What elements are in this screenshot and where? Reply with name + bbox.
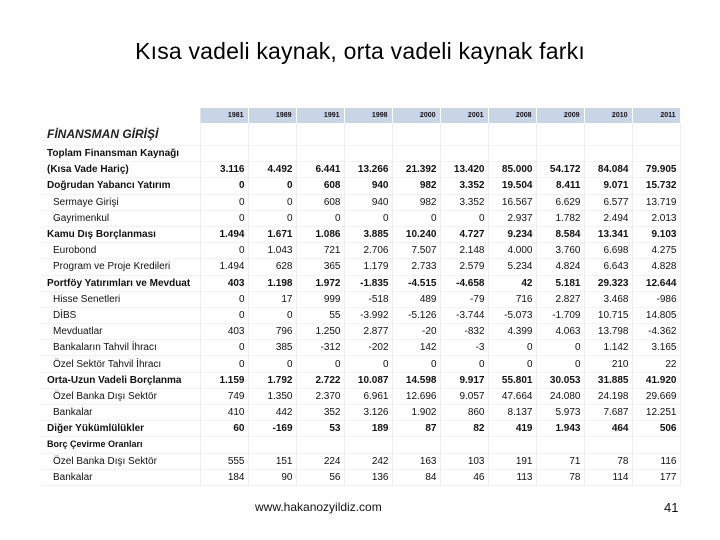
table-row [42,469,680,485]
row-value: 3.126 [344,405,392,421]
row-value: 796 [248,324,296,340]
row-value: 224 [296,453,344,469]
row-value: 352 [296,405,344,421]
row-value: 2.494 [584,210,632,226]
row-value: 982 [392,178,440,194]
table-row [42,372,680,388]
year-header-1991: 1991 [296,108,344,123]
row-value: 2.877 [344,324,392,340]
row-value: 1.792 [248,372,296,388]
row-value [392,146,440,162]
row-value: 442 [248,405,296,421]
row-value: 12.644 [632,275,680,291]
row-value: 54.172 [536,162,584,178]
row-value: 2.733 [392,259,440,275]
row-label: Bankalar [42,469,200,485]
row-value: 419 [488,421,536,437]
row-value: 1.086 [296,226,344,242]
row-value: 55 [296,307,344,323]
row-value: 3.760 [536,243,584,259]
table-row [42,324,680,340]
row-value: 41.920 [632,372,680,388]
row-value: 0 [488,356,536,372]
table-row [42,275,680,291]
row-value: -4.515 [392,275,440,291]
row-value: 608 [296,178,344,194]
row-value: 1.943 [536,421,584,437]
row-value: 1.159 [200,372,248,388]
year-header-2009: 2009 [536,108,584,123]
row-value: 19.504 [488,178,536,194]
row-value: 0 [440,356,488,372]
row-value: 7.507 [392,243,440,259]
row-value: 56 [296,469,344,485]
row-value: -5.073 [488,307,536,323]
row-value: 0 [392,356,440,372]
table-row [42,243,680,259]
row-value [536,146,584,162]
row-value: 191 [488,453,536,469]
financing-table [42,108,681,486]
row-label: Toplam Finansman Kaynağı [42,146,200,162]
row-label: (Kısa Vade Hariç) [42,162,200,178]
row-value: 7.687 [584,405,632,421]
row-value: -832 [440,324,488,340]
row-value: 5.973 [536,405,584,421]
row-value: 0 [200,194,248,210]
row-value: 16.567 [488,194,536,210]
row-value: 0 [536,356,584,372]
row-value [488,437,536,453]
row-value [200,437,248,453]
row-value: 71 [536,453,584,469]
year-header-1998: 1998 [344,108,392,123]
row-value: 385 [248,340,296,356]
row-value: 13.798 [584,324,632,340]
row-value: 2.370 [296,388,344,404]
row-label: Sermaye Girişi [42,194,200,210]
row-value: 13.719 [632,194,680,210]
row-value: 721 [296,243,344,259]
table-row [42,178,680,194]
table-row [42,405,680,421]
row-value: 1.350 [248,388,296,404]
row-value: 47.664 [488,388,536,404]
row-value: 82 [440,421,488,437]
row-value: -202 [344,340,392,356]
row-value: 0 [488,340,536,356]
year-header-row [42,108,680,123]
row-value: 0 [296,210,344,226]
year-header-1981: 1981 [200,108,248,123]
row-value: 177 [632,469,680,485]
row-value: 0 [248,307,296,323]
row-value: 4.399 [488,324,536,340]
row-label: Hisse Senetleri [42,291,200,307]
year-header-2008: 2008 [488,108,536,123]
row-value: 3.165 [632,340,680,356]
row-value: 8.137 [488,405,536,421]
row-value: 0 [296,356,344,372]
row-value [632,146,680,162]
row-value: 14.598 [392,372,440,388]
row-value: 1.142 [584,340,632,356]
row-value [344,437,392,453]
table-row [42,307,680,323]
row-value: 6.961 [344,388,392,404]
year-header-2000: 2000 [392,108,440,123]
table-row [42,437,680,453]
row-label: Özel Banka Dışı Sektör [42,388,200,404]
row-label: Eurobond [42,243,200,259]
row-value: -3.992 [344,307,392,323]
row-value: 3.116 [200,162,248,178]
row-value: -20 [392,324,440,340]
row-value: 2.013 [632,210,680,226]
row-label: Kamu Dış Borçlanması [42,226,200,242]
row-value: 1.782 [536,210,584,226]
row-value: 4.063 [536,324,584,340]
row-value: 3.352 [440,178,488,194]
row-value: 1.179 [344,259,392,275]
row-value: 1.250 [296,324,344,340]
row-value: 410 [200,405,248,421]
row-value: 6.629 [536,194,584,210]
row-value [248,146,296,162]
row-label: Portföy Yatırımları ve Mevduat [42,275,200,291]
row-value: 12.251 [632,405,680,421]
row-value: 0 [536,340,584,356]
table-heading: FİNANSMAN GİRİŞİ [42,123,200,146]
row-value: -5.126 [392,307,440,323]
row-value: 46 [440,469,488,485]
row-value: 12.696 [392,388,440,404]
row-value: 113 [488,469,536,485]
row-value [440,146,488,162]
row-value: 24.198 [584,388,632,404]
row-value: 4.824 [536,259,584,275]
row-value: 0 [248,178,296,194]
financing-table-container [42,108,680,486]
row-value: -1.709 [536,307,584,323]
row-value: 0 [248,210,296,226]
row-value: 24.080 [536,388,584,404]
row-value: 2.827 [536,291,584,307]
row-value: 10.240 [392,226,440,242]
row-value: 103 [440,453,488,469]
row-value: 4.000 [488,243,536,259]
row-value: 9.917 [440,372,488,388]
row-value [248,437,296,453]
row-value: 10.087 [344,372,392,388]
table-row [42,421,680,437]
row-value: 13.341 [584,226,632,242]
row-value: 29.323 [584,275,632,291]
row-label: Diğer Yükümlülükler [42,421,200,437]
year-header-2011: 2011 [632,108,680,123]
year-header-1989: 1989 [248,108,296,123]
row-value: 9.234 [488,226,536,242]
year-header-2010: 2010 [584,108,632,123]
row-label: Özel Sektör Tahvil İhracı [42,356,200,372]
row-value: 10.715 [584,307,632,323]
row-value: 506 [632,421,680,437]
row-value: 1.671 [248,226,296,242]
row-value: 13.266 [344,162,392,178]
row-value: 3.352 [440,194,488,210]
row-value: 0 [440,210,488,226]
table-row [42,162,680,178]
table-row [42,259,680,275]
row-value: 940 [344,194,392,210]
row-value: 6.577 [584,194,632,210]
row-value: 1.902 [392,405,440,421]
row-value: 2.148 [440,243,488,259]
row-value: -79 [440,291,488,307]
row-value: 749 [200,388,248,404]
row-value: 60 [200,421,248,437]
row-value: -312 [296,340,344,356]
row-value: -169 [248,421,296,437]
row-value: 142 [392,340,440,356]
row-label: DİBS [42,307,200,323]
row-value: 9.103 [632,226,680,242]
table-row [42,226,680,242]
row-label: Bankalar [42,405,200,421]
row-value: -4.658 [440,275,488,291]
row-value: 1.494 [200,226,248,242]
row-value [632,437,680,453]
row-value: 53 [296,421,344,437]
row-value: 860 [440,405,488,421]
table-row [42,356,680,372]
row-value: 84.084 [584,162,632,178]
row-label: Özel Banka Dışı Sektör [42,453,200,469]
row-value: 3.885 [344,226,392,242]
row-value: -4.362 [632,324,680,340]
row-value: 17 [248,291,296,307]
row-value: 1.043 [248,243,296,259]
row-value: 365 [296,259,344,275]
row-value: 1.198 [248,275,296,291]
row-value: 4.828 [632,259,680,275]
row-value: 0 [200,291,248,307]
row-value: 2.722 [296,372,344,388]
row-value: 1.494 [200,259,248,275]
row-value: 3.468 [584,291,632,307]
row-value: 31.885 [584,372,632,388]
row-value: 15.732 [632,178,680,194]
slide-title: Kısa vadeli kaynak, orta vadeli kaynak farkı [135,38,585,64]
row-value [536,437,584,453]
row-value: 489 [392,291,440,307]
row-label: Doğrudan Yabancı Yatırım [42,178,200,194]
row-value: 0 [344,210,392,226]
row-value: 5.234 [488,259,536,275]
table-heading-row [42,123,680,146]
row-value: -3.744 [440,307,488,323]
footer-url: www.hakanozyildiz.com [255,500,382,514]
row-value: 0 [200,210,248,226]
row-value: 136 [344,469,392,485]
row-value: 87 [392,421,440,437]
row-value: 6.698 [584,243,632,259]
row-value: 0 [344,356,392,372]
row-value: 84 [392,469,440,485]
row-value: 210 [584,356,632,372]
row-value: 55.801 [488,372,536,388]
row-value: 716 [488,291,536,307]
row-value: 22 [632,356,680,372]
row-value: 8.584 [536,226,584,242]
row-value: -986 [632,291,680,307]
row-value [584,437,632,453]
header-corner-cell [42,108,200,123]
row-value: 0 [248,356,296,372]
row-value: 14.805 [632,307,680,323]
row-value: 464 [584,421,632,437]
row-value: 9.071 [584,178,632,194]
row-value: 4.492 [248,162,296,178]
row-value: 403 [200,324,248,340]
row-value: 403 [200,275,248,291]
row-value: 8.411 [536,178,584,194]
row-value: 42 [488,275,536,291]
row-value: 78 [536,469,584,485]
row-value [200,146,248,162]
row-value: -1.835 [344,275,392,291]
table-row [42,291,680,307]
row-value [440,437,488,453]
row-value: 0 [200,178,248,194]
row-label: Mevduatlar [42,324,200,340]
row-value [488,146,536,162]
row-value: 555 [200,453,248,469]
row-value: 6.643 [584,259,632,275]
row-value: 608 [296,194,344,210]
row-value: 999 [296,291,344,307]
row-value: 90 [248,469,296,485]
table-row [42,340,680,356]
row-value: 114 [584,469,632,485]
row-value: -3 [440,340,488,356]
row-value: 184 [200,469,248,485]
row-value [392,437,440,453]
row-value: 78 [584,453,632,469]
row-value: 0 [200,340,248,356]
row-value [296,437,344,453]
row-value: 4.275 [632,243,680,259]
row-value: 29.669 [632,388,680,404]
row-value: 940 [344,178,392,194]
row-value: 189 [344,421,392,437]
page-number: 41 [664,500,679,515]
row-value: 30.053 [536,372,584,388]
table-row [42,194,680,210]
table-row [42,146,680,162]
row-value: 116 [632,453,680,469]
row-value [584,146,632,162]
row-value: 13.420 [440,162,488,178]
row-value: 242 [344,453,392,469]
row-value: 6.441 [296,162,344,178]
table-row [42,453,680,469]
row-value: 2.937 [488,210,536,226]
row-value: 0 [200,243,248,259]
row-value: 2.579 [440,259,488,275]
row-value: 163 [392,453,440,469]
row-label: Orta-Uzun Vadeli Borçlanma [42,372,200,388]
row-value: 5.181 [536,275,584,291]
row-value: -518 [344,291,392,307]
row-value: 0 [200,307,248,323]
row-value: 79.905 [632,162,680,178]
row-value: 151 [248,453,296,469]
row-value: 0 [248,194,296,210]
row-value [296,146,344,162]
row-value: 21.392 [392,162,440,178]
row-value [344,146,392,162]
row-label: Gayrimenkul [42,210,200,226]
row-value: 982 [392,194,440,210]
row-value: 2.706 [344,243,392,259]
table-row [42,388,680,404]
row-value: 4.727 [440,226,488,242]
row-label: Borç Çevirme Oranları [42,437,200,453]
table-row [42,210,680,226]
row-value: 0 [392,210,440,226]
table-body [42,123,680,485]
row-value: 9.057 [440,388,488,404]
row-value: 0 [200,356,248,372]
row-value: 628 [248,259,296,275]
year-header-2001: 2001 [440,108,488,123]
row-label: Program ve Proje Kredileri [42,259,200,275]
row-value: 1.972 [296,275,344,291]
row-label: Bankaların Tahvil İhracı [42,340,200,356]
row-value: 85.000 [488,162,536,178]
